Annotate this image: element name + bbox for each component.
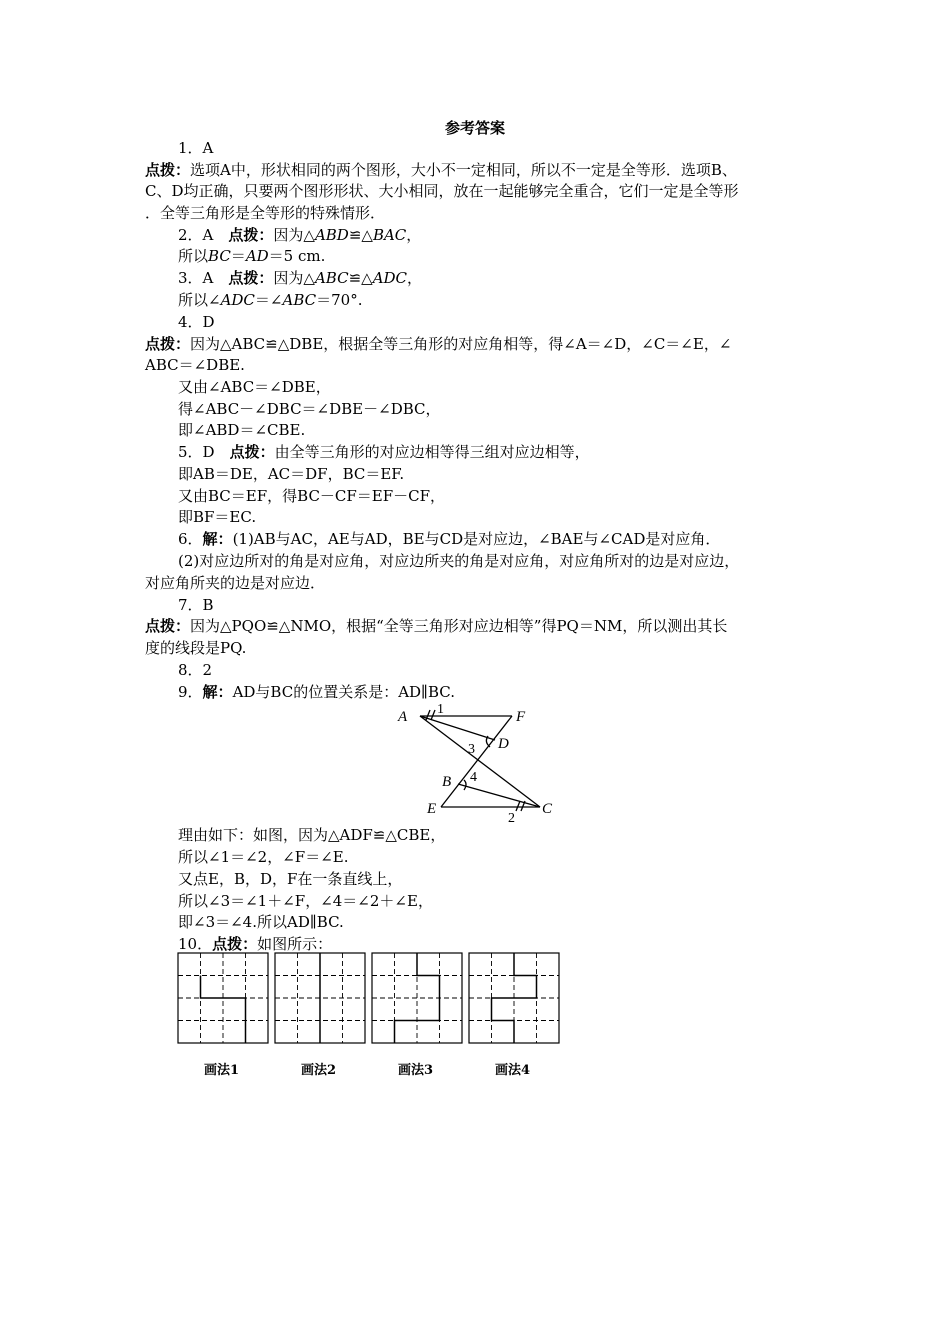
q1-tip-line3: ．全等三角形是全等形的特殊情形． <box>145 204 386 222</box>
q8-answer: 8．2 <box>178 661 213 679</box>
tip-text: 由全等三角形的对应边相等得三组对应边相等， <box>274 443 590 461</box>
q9-reason-line2: 所以∠1＝∠2，∠F＝∠E. <box>178 848 349 866</box>
tip-label: 点拨： <box>145 161 191 179</box>
q5-line4: 即BF＝EC. <box>178 508 257 526</box>
q1-tip-line2: C、D均正确，只要两个图形形状、大小相同，放在一起能够完全重合，它们一定是全等形 <box>145 182 739 200</box>
angle-1-tick <box>431 710 435 720</box>
tip-label: 点拨： <box>228 226 274 244</box>
q5-answer-line <box>178 442 590 463</box>
math: ADC <box>372 269 408 287</box>
number: 10． <box>178 935 213 953</box>
text: 因为△ <box>273 269 315 287</box>
page-title: 参考答案 <box>444 119 505 137</box>
q1-tip-line1 <box>145 160 737 181</box>
angle-4-arc <box>464 780 466 790</box>
tip-label: 点拨： <box>145 335 191 353</box>
caption-method-4: 画法4 <box>495 1063 531 1078</box>
q4-tip-line2: ABC＝∠DBE. <box>145 356 245 374</box>
tip-text: 因为△PQO≌△NMO，根据“全等三角形对应边相等”得PQ＝NM，所以测出其长 <box>190 617 728 635</box>
point-D-label: D <box>498 736 509 752</box>
q9-geometry-figure <box>390 700 565 825</box>
angle-4-label: 4 <box>470 770 477 785</box>
q4-line4: 得∠ABC－∠DBC＝∠DBE－∠DBC， <box>178 400 441 418</box>
q2-line2 <box>178 246 325 267</box>
q3-answer-line <box>178 268 422 289</box>
caption-method-1: 画法1 <box>204 1063 240 1078</box>
answer: 2．A <box>178 226 229 244</box>
number: 9． <box>178 683 203 701</box>
tip-text: 选项A中，形状相同的两个图形，大小不一定相同，所以不一定是全等形．选项B、 <box>190 161 737 179</box>
q7-answer: 7．B <box>178 596 214 614</box>
grid-method-1 <box>178 953 268 1078</box>
segment-FE <box>441 716 512 807</box>
q5-line2: 即AB＝DE，AC＝DF，BC＝EF. <box>178 465 405 483</box>
angle-3-label: 3 <box>468 742 475 757</box>
math: ABC <box>282 291 317 309</box>
q5-line3: 又由BC＝EF，得BC－CF＝EF－CF， <box>178 487 446 505</box>
text: 所以 <box>178 247 209 265</box>
q1-answer: 1．A <box>178 139 214 157</box>
q9-reason-line1: 理由如下：如图，因为△ADF≌△CBE， <box>178 826 446 844</box>
text: ＝∠ <box>254 291 283 309</box>
q7-tip-line2: 度的线段是PQ. <box>145 639 247 657</box>
segment-AC <box>420 716 540 807</box>
math: BAC <box>372 226 407 244</box>
solution-label: 解： <box>202 530 233 548</box>
q6-line2: (2)对应边所对的角是对应角，对应边所夹的角是对应角，对应角所对的边是对应边， <box>178 552 740 570</box>
text: ， <box>406 226 422 244</box>
text: ， <box>407 269 423 287</box>
grid-method-3 <box>372 953 462 1078</box>
tip-label: 点拨： <box>229 443 275 461</box>
segment-BC <box>458 784 540 807</box>
q4-line5: 即∠ABD＝∠CBE. <box>178 421 306 439</box>
math: AD <box>245 247 269 265</box>
q9-reason-line3: 又点E，B，D，F在一条直线上， <box>178 870 403 888</box>
point-F-label: F <box>516 709 526 725</box>
solution-label: 解： <box>202 683 233 701</box>
q6-line3: 对应角所夹的边是对应边． <box>145 574 326 592</box>
text: ≌△ <box>348 226 373 244</box>
grid-method-2 <box>275 953 365 1078</box>
tip-text: 因为△ABC≌△DBE，根据全等三角形的对应角相等，得∠A＝∠D，∠C＝∠E，∠ <box>190 335 732 353</box>
math: ABD <box>314 226 349 244</box>
tip-label: 点拨： <box>212 935 258 953</box>
grid-method-4 <box>469 953 559 1078</box>
point-C-label: C <box>542 801 553 817</box>
q4-answer: 4．D <box>178 313 215 331</box>
tip-label: 点拨： <box>228 269 274 287</box>
math: ABC <box>314 269 349 287</box>
number: 6． <box>178 530 203 548</box>
text: (1)AB与AC，AE与AD，BE与CD是对应边，∠BAE与∠CAD是对应角． <box>232 530 721 548</box>
text: ≌△ <box>348 269 373 287</box>
angle-2-tick <box>516 801 520 811</box>
q6-line1 <box>178 529 720 550</box>
math: ADC <box>220 291 255 309</box>
answer: 3．A <box>178 269 229 287</box>
text: 因为△ <box>273 226 315 244</box>
q9-reason-line4: 所以∠3＝∠1＋∠F，∠4＝∠2＋∠E， <box>178 892 433 910</box>
point-B-label: B <box>442 774 452 790</box>
tip-text: 如图所示： <box>257 935 333 953</box>
angle-1-label: 1 <box>437 702 444 717</box>
point-E-label: E <box>427 801 437 817</box>
text: ＝70°. <box>316 291 363 309</box>
angle-2-label: 2 <box>508 811 515 825</box>
q2-answer-line <box>178 225 421 246</box>
tip-label: 点拨： <box>145 617 191 635</box>
answer: 5．D <box>178 443 230 461</box>
q3-line2 <box>178 290 362 311</box>
text: ＝ <box>230 247 246 265</box>
q10-drawing-grids <box>170 948 570 1078</box>
q4-line3: 又由∠ABC＝∠DBE， <box>178 378 331 396</box>
caption-method-2: 画法2 <box>301 1063 337 1078</box>
text: 所以∠ <box>178 291 221 309</box>
caption-method-3: 画法3 <box>398 1063 434 1078</box>
q7-tip-line1 <box>145 616 727 637</box>
math: BC <box>208 247 231 265</box>
point-A-label: A <box>398 709 408 725</box>
q9-reason-line5: 即∠3＝∠4.所以AD∥BC. <box>178 913 344 931</box>
text: ＝5 cm. <box>268 247 326 265</box>
q4-tip-line1 <box>145 334 731 355</box>
text: AD与BC的位置关系是：AD∥BC. <box>232 683 455 701</box>
